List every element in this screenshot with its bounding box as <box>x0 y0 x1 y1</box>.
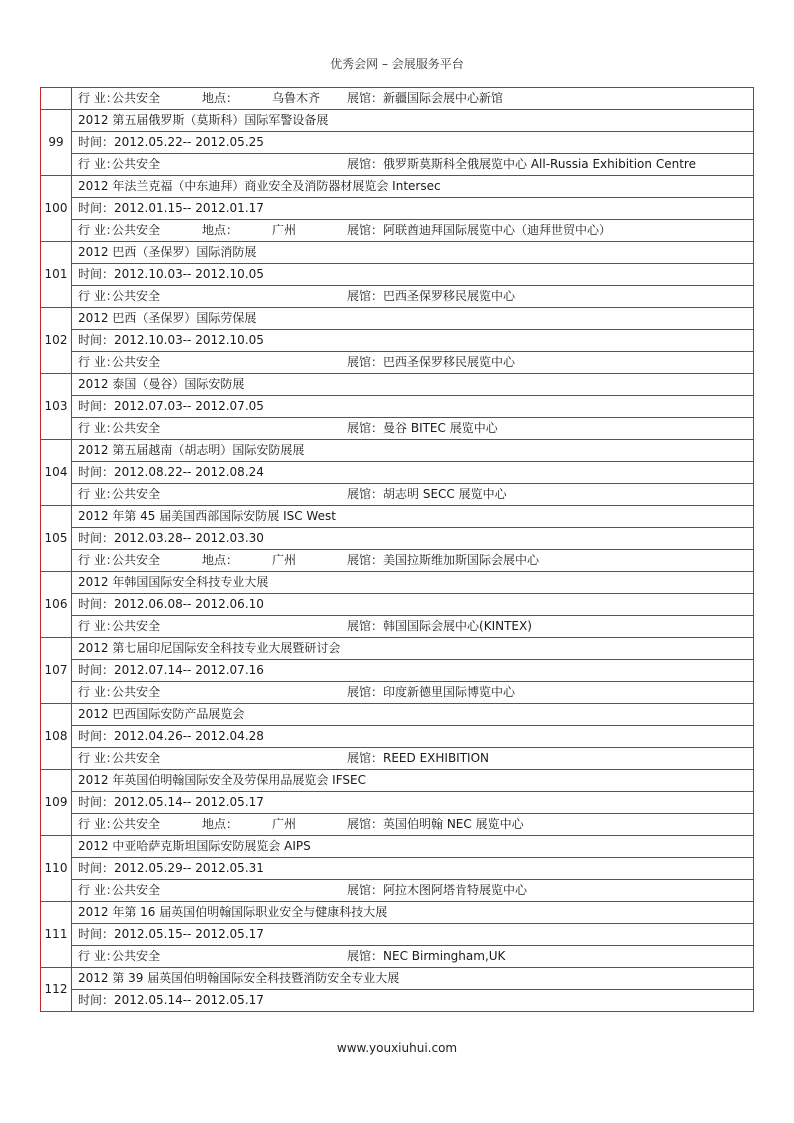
table-row <box>41 154 754 176</box>
industry-value: 公共安全 <box>112 91 161 105</box>
location-value: 广州 <box>272 817 297 831</box>
industry-value: 公共安全 <box>112 487 161 501</box>
entry-time-row <box>72 792 754 814</box>
table-row <box>41 858 754 880</box>
time-value: 2012.05.29-- 2012.05.31 <box>114 861 264 875</box>
entry-title: 2012 泰国（曼谷）国际安防展 <box>72 374 754 396</box>
venue-label: 展馆： <box>347 685 384 699</box>
exhibition-table-body <box>41 88 754 1012</box>
industry-value: 公共安全 <box>112 289 161 303</box>
industry-value: 公共安全 <box>112 817 161 831</box>
venue-label: 展馆： <box>347 289 384 303</box>
time-value: 2012.05.14-- 2012.05.17 <box>114 795 264 809</box>
entry-info-row <box>72 484 754 506</box>
industry-label: 行 业： <box>78 949 118 963</box>
entry-time-row <box>72 924 754 946</box>
venue-label: 展馆： <box>347 751 384 765</box>
venue-value: REED EXHIBITION <box>383 751 489 765</box>
industry-value: 公共安全 <box>112 421 161 435</box>
industry-label: 行 业： <box>78 289 118 303</box>
entry-number: 103 <box>41 374 72 440</box>
table-row <box>41 814 754 836</box>
entry-number: 110 <box>41 836 72 902</box>
entry-title: 2012 巴西国际安防产品展览会 <box>72 704 754 726</box>
entry-number: 112 <box>41 968 72 1012</box>
entry-number: 108 <box>41 704 72 770</box>
location-value: 广州 <box>272 553 297 567</box>
entry-time-row <box>72 594 754 616</box>
time-value: 2012.05.14-- 2012.05.17 <box>114 993 264 1007</box>
time-value: 2012.10.03-- 2012.10.05 <box>114 333 264 347</box>
entry-time-row <box>72 462 754 484</box>
entry-info-row <box>72 946 754 968</box>
industry-value: 公共安全 <box>112 619 161 633</box>
time-label: 时间： <box>78 795 115 809</box>
entry-title: 2012 年第 45 届美国西部国际安防展 ISC West <box>72 506 754 528</box>
table-row <box>41 484 754 506</box>
table-row <box>41 176 754 198</box>
page-header: 优秀会网 – 会展服务平台 <box>330 57 464 71</box>
entry-number: 111 <box>41 902 72 968</box>
exhibition-table <box>40 87 754 1012</box>
venue-value: 新疆国际会展中心新馆 <box>383 91 504 105</box>
table-row <box>41 308 754 330</box>
venue-label: 展馆： <box>347 223 384 237</box>
venue-value: 胡志明 SECC 展览中心 <box>383 487 507 501</box>
time-value: 2012.06.08-- 2012.06.10 <box>114 597 264 611</box>
entry-info-row <box>72 814 754 836</box>
entry-title: 2012 巴西（圣保罗）国际劳保展 <box>72 308 754 330</box>
entry-number: 105 <box>41 506 72 572</box>
location-label: 地点： <box>202 91 239 105</box>
entry-info-row <box>72 286 754 308</box>
entry-info-row <box>72 220 754 242</box>
entry-time-row <box>72 132 754 154</box>
time-label: 时间： <box>78 663 115 677</box>
time-value: 2012.01.15-- 2012.01.17 <box>114 201 264 215</box>
time-label: 时间： <box>78 531 115 545</box>
industry-label: 行 业： <box>78 355 118 369</box>
venue-value: 美国拉斯维加斯国际会展中心 <box>383 553 540 567</box>
entry-info-row <box>72 616 754 638</box>
table-row <box>41 374 754 396</box>
table-row <box>41 286 754 308</box>
entry-title: 2012 巴西（圣保罗）国际消防展 <box>72 242 754 264</box>
industry-label: 行 业： <box>78 421 118 435</box>
table-row <box>41 990 754 1012</box>
entry-title: 2012 年第 16 届英国伯明翰国际职业安全与健康科技大展 <box>72 902 754 924</box>
entry-time-row <box>72 528 754 550</box>
table-row <box>41 594 754 616</box>
industry-label: 行 业： <box>78 91 118 105</box>
entry-info-row <box>72 682 754 704</box>
venue-label: 展馆： <box>347 817 384 831</box>
time-label: 时间： <box>78 465 115 479</box>
venue-label: 展馆： <box>347 949 384 963</box>
table-row <box>41 704 754 726</box>
venue-label: 展馆： <box>347 883 384 897</box>
table-row <box>41 836 754 858</box>
industry-label: 行 业： <box>78 223 118 237</box>
industry-value: 公共安全 <box>112 355 161 369</box>
table-row <box>41 660 754 682</box>
entry-time-row <box>72 726 754 748</box>
venue-value: 巴西圣保罗移民展览中心 <box>383 289 516 303</box>
venue-label: 展馆： <box>347 157 384 171</box>
table-row <box>41 242 754 264</box>
industry-value: 公共安全 <box>112 751 161 765</box>
venue-label: 展馆： <box>347 91 384 105</box>
table-row <box>41 616 754 638</box>
entry-title: 2012 第七届印尼国际安全科技专业大展暨研讨会 <box>72 638 754 660</box>
table-row <box>41 198 754 220</box>
venue-value: 曼谷 BITEC 展览中心 <box>383 421 498 435</box>
entry-time-row <box>72 990 754 1012</box>
table-row <box>41 418 754 440</box>
entry-time-row <box>72 396 754 418</box>
entry-time-row <box>72 858 754 880</box>
table-row <box>41 396 754 418</box>
entry-info-row <box>72 154 754 176</box>
time-label: 时间： <box>78 135 115 149</box>
time-label: 时间： <box>78 201 115 215</box>
table-row <box>41 924 754 946</box>
industry-value: 公共安全 <box>112 223 161 237</box>
entry-time-row <box>72 198 754 220</box>
time-value: 2012.07.03-- 2012.07.05 <box>114 399 264 413</box>
venue-value: NEC Birmingham,UK <box>383 949 506 963</box>
time-value: 2012.08.22-- 2012.08.24 <box>114 465 264 479</box>
table-row <box>41 506 754 528</box>
entry-number: 104 <box>41 440 72 506</box>
time-value: 2012.10.03-- 2012.10.05 <box>114 267 264 281</box>
venue-value: 阿拉木图阿塔肯特展览中心 <box>383 883 528 897</box>
venue-label: 展馆： <box>347 553 384 567</box>
industry-label: 行 业： <box>78 883 118 897</box>
entry-title: 2012 第五届越南（胡志明）国际安防展展 <box>72 440 754 462</box>
time-value: 2012.04.26-- 2012.04.28 <box>114 729 264 743</box>
entry-number: 106 <box>41 572 72 638</box>
location-label: 地点： <box>202 553 239 567</box>
time-value: 2012.05.15-- 2012.05.17 <box>114 927 264 941</box>
location-label: 地点： <box>202 223 239 237</box>
time-value: 2012.07.14-- 2012.07.16 <box>114 663 264 677</box>
entry-number: 109 <box>41 770 72 836</box>
location-label: 地点： <box>202 817 239 831</box>
table-row <box>41 770 754 792</box>
table-row <box>41 946 754 968</box>
industry-value: 公共安全 <box>112 553 161 567</box>
table-row <box>41 264 754 286</box>
entry-title: 2012 第五届俄罗斯（莫斯科）国际军警设备展 <box>72 110 754 132</box>
venue-value: 英国伯明翰 NEC 展览中心 <box>383 817 524 831</box>
time-label: 时间： <box>78 861 115 875</box>
industry-label: 行 业： <box>78 685 118 699</box>
entry-info-row <box>72 748 754 770</box>
venue-label: 展馆： <box>347 487 384 501</box>
table-row <box>41 132 754 154</box>
industry-label: 行 业： <box>78 817 118 831</box>
entry-title: 2012 年英国伯明翰国际安全及劳保用品展览会 IFSEC <box>72 770 754 792</box>
entry-number: 107 <box>41 638 72 704</box>
industry-label: 行 业： <box>78 751 118 765</box>
entry-time-row <box>72 330 754 352</box>
table-row <box>41 792 754 814</box>
table-row <box>41 352 754 374</box>
venue-label: 展馆： <box>347 421 384 435</box>
entry-title: 2012 第 39 届英国伯明翰国际安全科技暨消防安全专业大展 <box>72 968 754 990</box>
table-row <box>41 528 754 550</box>
location-value: 广州 <box>272 223 297 237</box>
table-row <box>41 220 754 242</box>
time-label: 时间： <box>78 993 115 1007</box>
venue-value: 俄罗斯莫斯科全俄展览中心 All-Russia Exhibition Centre <box>383 157 696 171</box>
time-label: 时间： <box>78 399 115 413</box>
table-row <box>41 682 754 704</box>
venue-value: 印度新德里国际博览中心 <box>383 685 516 699</box>
entry-info-row <box>72 88 754 110</box>
table-row <box>41 880 754 902</box>
entry-info-row <box>72 880 754 902</box>
time-label: 时间： <box>78 729 115 743</box>
entry-time-row <box>72 264 754 286</box>
table-row <box>41 726 754 748</box>
entry-number: 99 <box>41 110 72 176</box>
industry-label: 行 业： <box>78 487 118 501</box>
industry-value: 公共安全 <box>112 883 161 897</box>
table-row <box>41 550 754 572</box>
entry-number-cell <box>41 88 72 110</box>
entry-info-row <box>72 352 754 374</box>
table-row <box>41 968 754 990</box>
entry-number: 101 <box>41 242 72 308</box>
industry-label: 行 业： <box>78 553 118 567</box>
industry-label: 行 业： <box>78 619 118 633</box>
time-label: 时间： <box>78 333 115 347</box>
entry-title: 2012 年韩国国际安全科技专业大展 <box>72 572 754 594</box>
location-value: 乌鲁木齐 <box>272 91 321 105</box>
entry-time-row <box>72 660 754 682</box>
table-row <box>41 330 754 352</box>
industry-value: 公共安全 <box>112 685 161 699</box>
entry-title: 2012 年法兰克福（中东迪拜）商业安全及消防器材展览会 Intersec <box>72 176 754 198</box>
venue-value: 巴西圣保罗移民展览中心 <box>383 355 516 369</box>
page-footer: www.youxiuhui.com <box>336 1041 458 1055</box>
table-row <box>41 638 754 660</box>
table-row <box>41 572 754 594</box>
entry-number: 100 <box>41 176 72 242</box>
venue-value: 韩国国际会展中心(KINTEX) <box>383 619 532 633</box>
venue-label: 展馆： <box>347 355 384 369</box>
industry-label: 行 业： <box>78 157 118 171</box>
entry-number: 102 <box>41 308 72 374</box>
entry-info-row <box>72 418 754 440</box>
table-row <box>41 462 754 484</box>
table-row <box>41 902 754 924</box>
venue-label: 展馆： <box>347 619 384 633</box>
industry-value: 公共安全 <box>112 157 161 171</box>
time-value: 2012.05.22-- 2012.05.25 <box>114 135 264 149</box>
table-row <box>41 88 754 110</box>
table-row <box>41 440 754 462</box>
time-value: 2012.03.28-- 2012.03.30 <box>114 531 264 545</box>
time-label: 时间： <box>78 267 115 281</box>
time-label: 时间： <box>78 927 115 941</box>
entry-title: 2012 中亚哈萨克斯坦国际安防展览会 AIPS <box>72 836 754 858</box>
venue-value: 阿联酋迪拜国际展览中心（迪拜世贸中心） <box>383 223 612 237</box>
table-row <box>41 748 754 770</box>
industry-value: 公共安全 <box>112 949 161 963</box>
time-label: 时间： <box>78 597 115 611</box>
entry-info-row <box>72 550 754 572</box>
table-row <box>41 110 754 132</box>
